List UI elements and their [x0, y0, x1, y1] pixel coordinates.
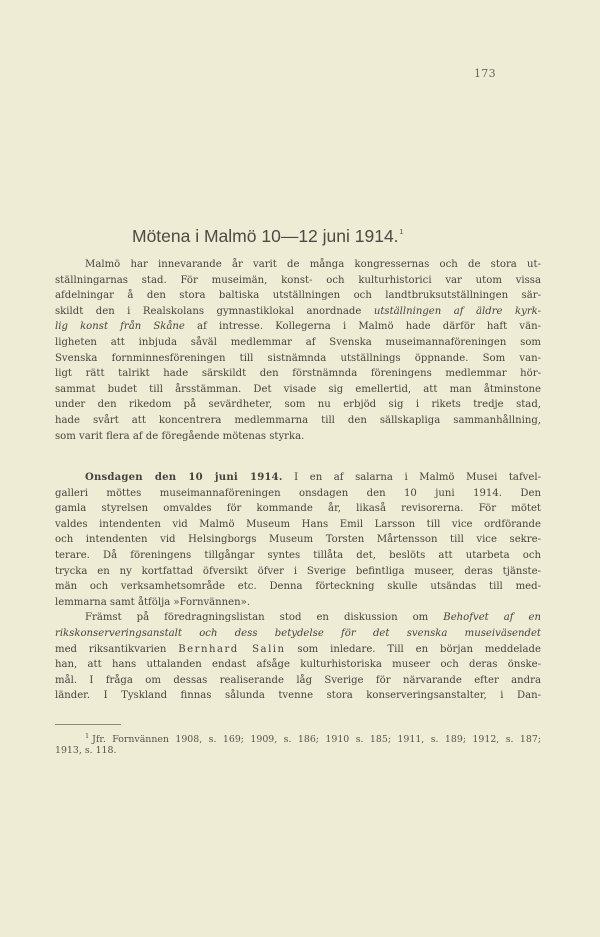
page-number: 173: [474, 67, 496, 80]
text-line: trycka en ny kortfattad öfversikt öfver i Sverige befintliga museer, deras tjänste-: [55, 565, 541, 577]
text-line: ställningarnas stad. För museimän, konst- och kulturhistorici var utom vissa: [55, 274, 541, 286]
footnote: [55, 729, 541, 758]
text-line: Svenska fornminnesföreningen till sistnämnda utställnings öppnande. Som van-: [55, 352, 541, 364]
exhibition-title-italic: utställningen af äldre kyrk-: [373, 305, 541, 317]
text-line: och intendenten vid Helsingborgs Museum Torsten Mårtensson till vice sekre-: [55, 534, 541, 546]
text-line: länder. I Tyskland finnas sålunda tvenne stora konserveringsanstalter, i Dan-: [55, 690, 541, 702]
text-line: hade svårt att koncentrera medlemmarna till den sällskapliga sammanhållning,: [55, 414, 541, 426]
text-line: som varit flera af de föregående mötenas styrka.: [55, 430, 305, 442]
meeting-paragraphs: [55, 470, 541, 704]
text-line: lemmarna samt åtfölja »Fornvännen».: [55, 596, 251, 608]
text-line: [55, 610, 541, 626]
text-line: män och verksamhetsområde etc. Denna förteckning skulle utsändas till med-: [55, 581, 541, 593]
text-run: med riksantikvarien: [55, 643, 179, 655]
article-title: [132, 226, 422, 247]
text-line: under den rikedom på sevärdheter, som nu erbjöd sig i rikets tredje stad,: [55, 399, 541, 411]
text-line: sammat budet till årsstämman. Det visade sig emellertid, att man åtminstone: [55, 383, 541, 395]
text-run: I en af salarna i Malmö Musei tafvel-: [282, 472, 541, 483]
text-run: Främst på föredragningslistan stod en diskussion om: [85, 612, 444, 624]
text-line: [55, 470, 541, 486]
text-line: ligheten att inbjuda såväl medlemmar af Svenska museimannaföreningen som: [55, 336, 541, 348]
text-line: Malmö har innevarande år varit de många kongressernas och de stora ut-: [85, 259, 541, 270]
text-run: skildt den i Realskolans gymnastiklokal anordnade: [55, 305, 374, 317]
text-line: gamla styrelsen omvaldes för kommande år, likaså revisorerna. För mötet: [55, 503, 541, 515]
footnote-text: Jfr. Fornvännen 1908, s. 169; 1909, s. 186; 1910 s. 185; 1911, s. 189; 1912, s. 187;: [92, 734, 541, 745]
footnote-line: 1913, s. 118.: [55, 744, 117, 756]
text-line: [55, 642, 541, 658]
footnote-line: [55, 729, 541, 744]
topic-title-italic: rikskonserveringsanstalt och dess betydelse för det svenska museiväsendet: [55, 627, 541, 639]
speaker-name: Bernhard Salin: [178, 643, 286, 655]
text-line: [55, 319, 541, 335]
text-run: af intresse. Kollegerna i Malmö hade därför haft vän-: [184, 321, 541, 333]
topic-title-italic: Behofvet af en: [443, 612, 541, 624]
footnote-rule: [55, 724, 121, 725]
text-line: terare. Då föreningens tillgångar syntes tillåta det, beslöts att utarbeta och: [55, 549, 541, 561]
footnote-mark: 1: [85, 732, 90, 740]
text-line: galleri möttes museimannaföreningen onsdagen den 10 juni 1914. Den: [55, 487, 541, 499]
title-footnote-mark: 1: [399, 229, 404, 236]
text-line: [55, 304, 541, 320]
text-line: valdes intendenten vid Malmö Museum Hans Emil Larsson till vice ordförande: [55, 518, 541, 530]
body-paragraphs: [55, 257, 541, 444]
date-heading: Onsdagen den 10 juni 1914.: [85, 472, 283, 483]
text-line: han, att hans uttalanden endast afsåge kulturhistoriska museer och deras önske-: [55, 659, 541, 671]
exhibition-title-italic: lig konst från Skåne: [55, 321, 185, 333]
text-line: ligt rätt talrikt hade särskildt den förstnämnda föreningens medlemmar hör-: [55, 368, 541, 380]
title-text: Mötena i Malmö 10—12 juni 1914.: [132, 226, 399, 246]
text-run: som inledare. Till en början meddelade: [285, 643, 541, 655]
text-line: afdelningar å den stora baltiska utställningen och landtbruksutställningen sär-: [55, 290, 541, 302]
text-line: mål. I fråga om dessas realiserande låg Sverige för närvarande efter andra: [55, 674, 541, 686]
